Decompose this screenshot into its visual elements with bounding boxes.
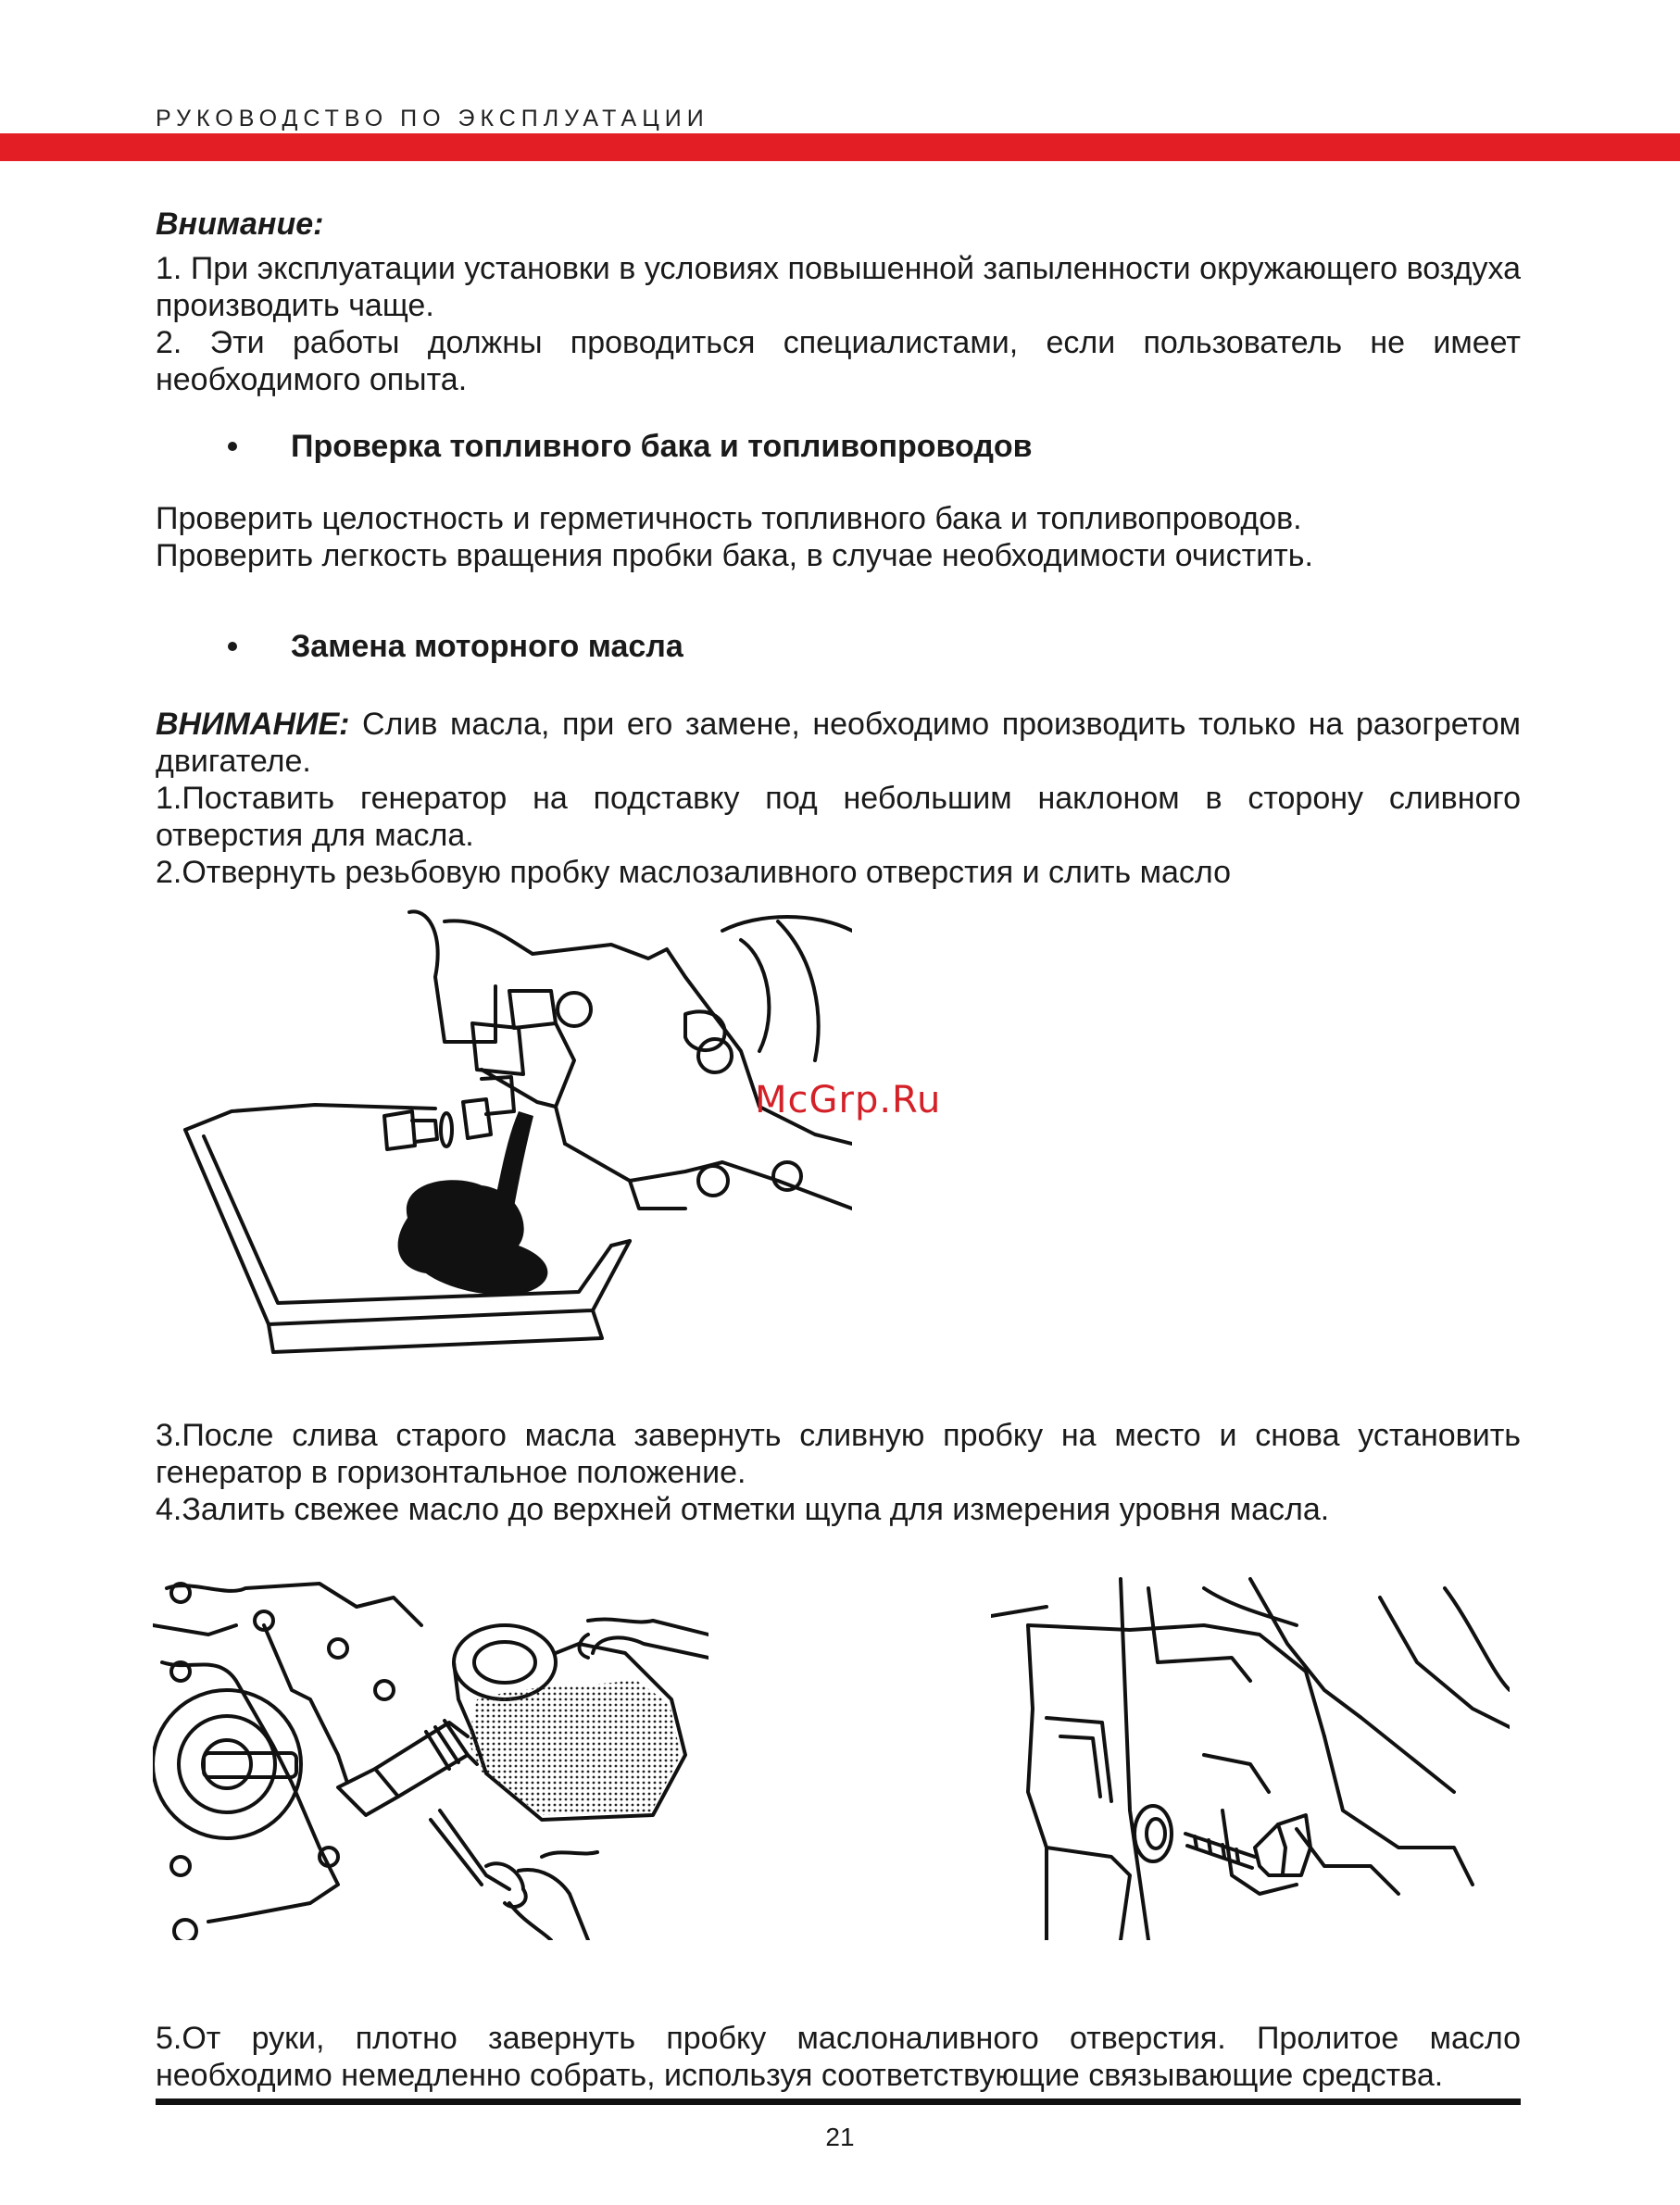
header-title: РУКОВОДСТВО ПО ЭКСПЛУАТАЦИИ [156, 106, 709, 132]
oil-warning-text: Слив масла, при его замене, необходимо производить только на разогретом двигателе. [156, 707, 1521, 779]
attention-item-1: 1. При эксплуатации установки в условиях повышенной запыленности окружающего воздуха производить чаще. [156, 251, 1521, 323]
oil-step-5: 5.От руки, плотно завернуть пробку маслоналивного отверстия. Пролитое масло необходимо немедленно собрать, используя соответствующие связывающие средства. [156, 2021, 1521, 2093]
oil-section-heading [156, 628, 1521, 665]
page-content [156, 206, 1521, 891]
attention-title: Внимание: [156, 207, 324, 242]
oil-drain-illustration [167, 903, 852, 1384]
oil-heading-text: Замена моторного масла [291, 629, 683, 664]
header-red-bar [0, 133, 1680, 161]
filler-cap-illustration [991, 1570, 1510, 1940]
oil-warning-label: ВНИМАНИЕ: [156, 707, 350, 742]
steps-b [156, 1417, 1521, 1528]
attention-item-2: 2. Эти работы должны проводиться специалистами, если пользователь не имеет необходимого опыта. [156, 325, 1521, 397]
bullet-icon [228, 442, 237, 451]
step-5-block [156, 2020, 1521, 2094]
oil-fill-illustration [153, 1570, 708, 1940]
footer-rule [156, 2099, 1521, 2105]
fuel-heading-text: Проверка топливного бака и топливопроводов [291, 429, 1033, 464]
fuel-section-heading [156, 428, 1521, 465]
fuel-line-1: Проверить целостность и герметичность топливного бака и топливопроводов. [156, 501, 1302, 536]
oil-step-2: 2.Отвернуть резьбовую пробку маслозаливного отверстия и слить масло [156, 855, 1231, 890]
page-number: 21 [825, 2123, 855, 2151]
oil-step-1: 1.Поставить генератор на подставку под небольшим наклоном в сторону сливного отверстия для масла. [156, 781, 1521, 853]
oil-step-4: 4.Залить свежее масло до верхней отметки щупа для измерения уровня масла. [156, 1492, 1330, 1527]
oil-step-3: 3.После слива старого масла завернуть сливную пробку на место и снова установить генератор в горизонтальное положение. [156, 1418, 1521, 1490]
bullet-icon [228, 642, 237, 651]
fuel-line-2: Проверить легкость вращения пробки бака, в случае необходимости очистить. [156, 538, 1313, 573]
oil-warning [156, 706, 1521, 780]
watermark: McGrp.Ru [755, 1079, 942, 1121]
